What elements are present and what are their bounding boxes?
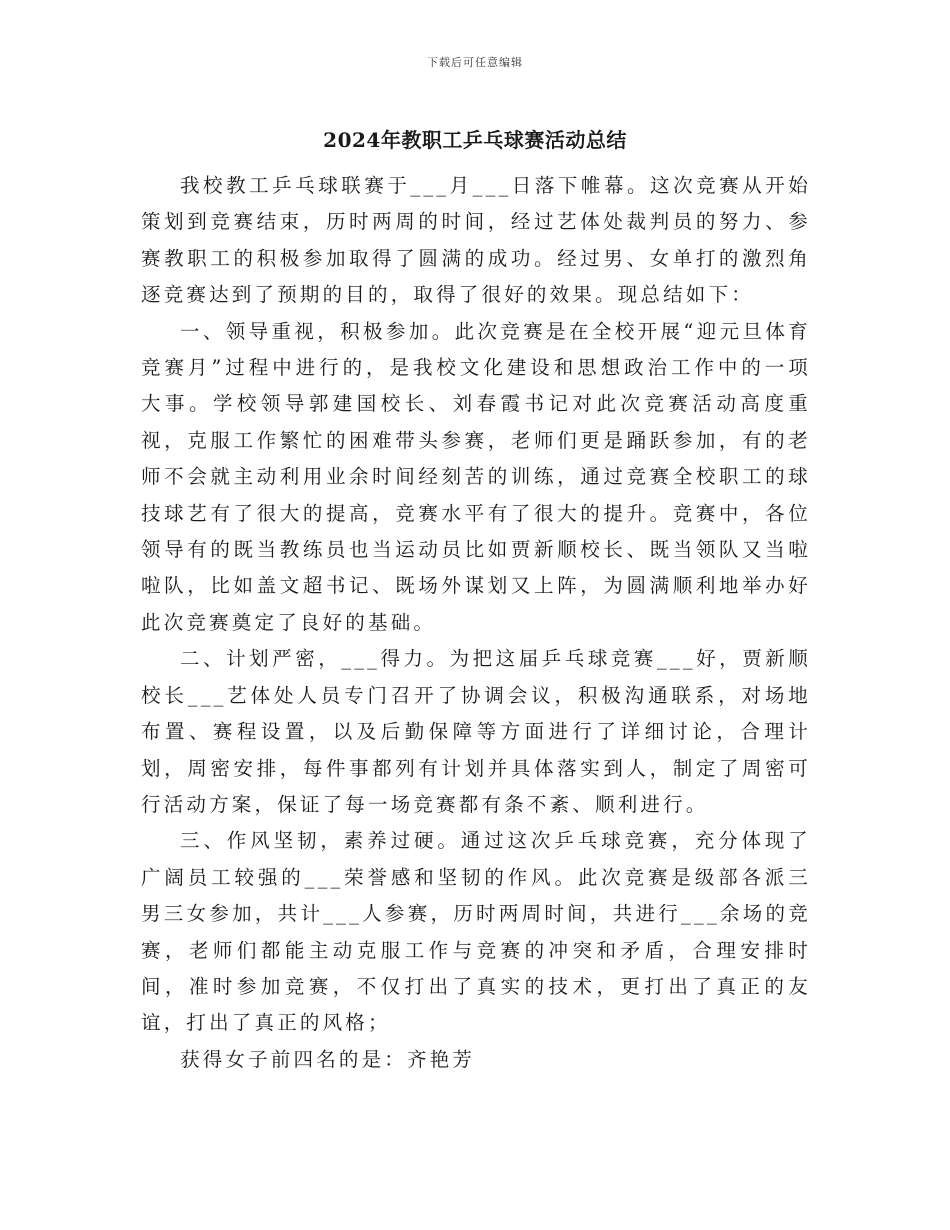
paragraph-section-1: 一、领导重视，积极参加。此次竞赛是在全校开展“迎元旦体育竞赛月”过程中进行的，是我校文化建设和思想政治工作中的一项大事。学校领导郭建国校长、刘春霞书记对此次竞赛活动高度重视，克服工作繁忙的困难带头参赛，老师们更是踊跃参加，有的老师不会就主动利用业余时间经刻苦的训练，通过竞赛全校职工的球技球艺有了很大的提高，竞赛水平有了很大的提升。竞赛中，各位领导有的既当教练员也当运动员比如贾新顺校长、既当领队又当啦啦队，比如盖文超书记、既场外谋划又上阵，为圆满顺利地举办好此次竞赛奠定了良好的基础。 xyxy=(141,319,811,634)
document-body xyxy=(141,168,811,1078)
header-note: 下载后可任意编辑 xyxy=(427,56,523,69)
paragraph-section-2: 二、计划严密，___得力。为把这届乒乓球竞赛___好，贾新顺校长___艺体处人员专门召开了协调会议，积极沟通联系，对场地布置、赛程设置，以及后勤保障等方面进行了详细讨论，合理计划，周密安排，每件事都列有计划并具体落实到人，制定了周密可行活动方案，保证了每一场竞赛都有条不紊、顺利进行。 xyxy=(141,647,811,816)
paragraph-section-3: 三、作风坚韧，素养过硬。通过这次乒乓球竞赛，充分体现了广阔员工较强的___荣誉感和坚韧的作风。此次竞赛是级部各派三男三女参加，共计___人参赛，历时两周时间，共进行___余场的竞赛，老师们都能主动克服工作与竞赛的冲突和矛盾，合理安排时间，准时参加竞赛，不仅打出了真实的技术，更打出了真正的友谊，打出了真正的风格； xyxy=(141,829,811,1035)
document-title: 2024年教职工乒乓球赛活动总结 xyxy=(323,128,627,152)
paragraph-intro: 我校教工乒乓球联赛于___月___日落下帷幕。这次竞赛从开始策划到竞赛结束，历时两周的时间，经过艺体处裁判员的努力、参赛教职工的积极参加取得了圆满的成功。经过男、女单打的激烈角逐竞赛达到了预期的目的，取得了很好的效果。现总结如下： xyxy=(141,174,811,307)
paragraph-results: 获得女子前四名的是：齐艳芳 xyxy=(180,1047,476,1071)
